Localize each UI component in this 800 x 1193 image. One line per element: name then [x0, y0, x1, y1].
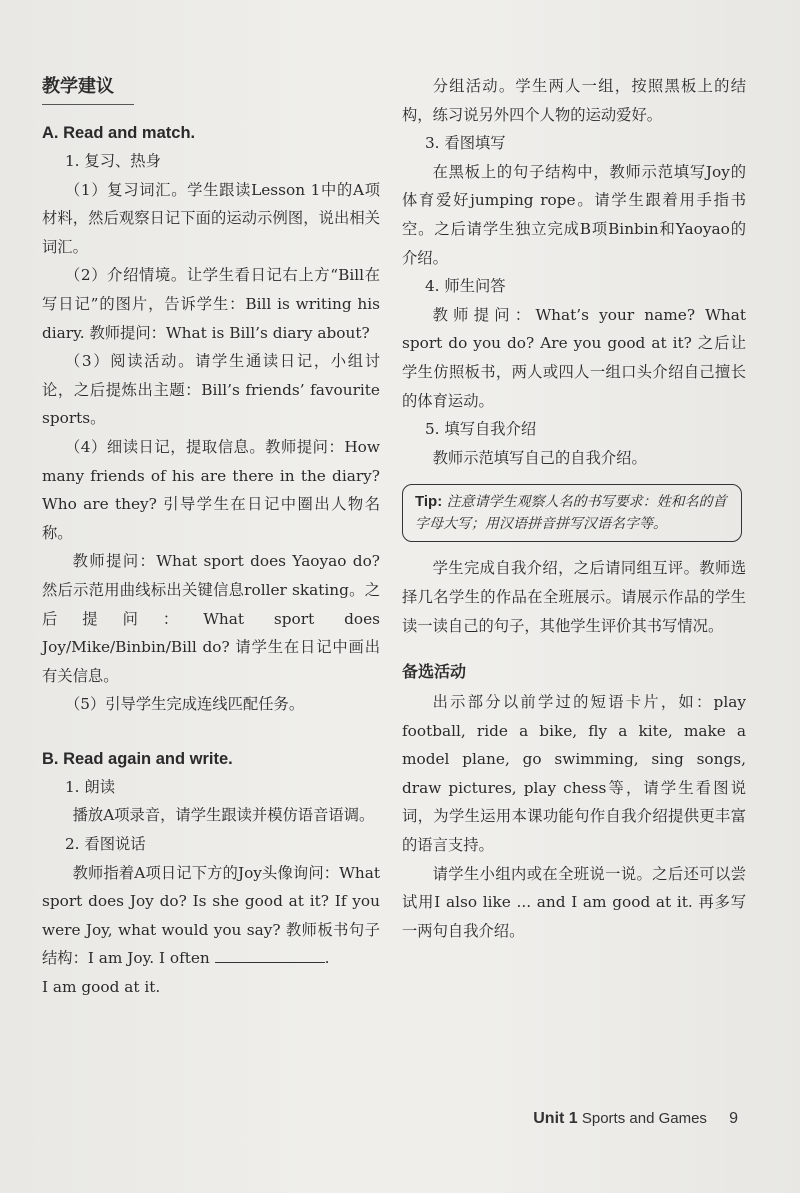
a-step-1: 1. 复习、热身: [64, 152, 161, 170]
a-paragraph-3: （3）阅读活动。请学生通读日记，小组讨论，之后提炼出主题：Bill’s friends’ favourite sports。: [42, 352, 380, 428]
b-paragraph-3: I am good at it.: [42, 978, 161, 997]
r-paragraph-2: 在黑板上的句子结构中，教师示范填写Joy的体育爱好jumping rope。请学生跟着用手指书空。之后请学生独立完成B项Binbin和Yaoyao的介绍。: [402, 162, 746, 267]
section-title: 教学建议: [42, 72, 134, 105]
b-step-1: 1. 朗读: [64, 777, 115, 796]
tip-box: [402, 484, 742, 542]
left-column: [42, 72, 380, 1002]
r-step-3: 3. 看图填写: [424, 134, 506, 153]
r-paragraph-5: 学生完成自我介绍，之后请同组互评。教师选择几名学生的作品在全班展示。请展示作品的学生读一读自己的句子，其他学生评价其书写情况。: [402, 559, 746, 635]
r-step-5: 5. 填写自我介绍: [424, 420, 537, 439]
b-paragraph-1: 播放A项录音，请学生跟读并模仿语音语调。: [72, 806, 375, 825]
r-step-4: 4. 师生问答: [424, 277, 506, 296]
tip-text: 注意请学生观察人名的书写要求：姓和名的首字母大写；用汉语拼音拼写汉语名字等。: [415, 494, 727, 533]
r-paragraph-3: 教师提问：What’s your name? What sport do you do? Are you good at it? 之后让学生仿照板书，两人或四人一组口头介绍自己擅长的体育运动。: [402, 305, 746, 410]
page-number: 9: [729, 1110, 738, 1127]
right-column: [402, 72, 746, 945]
b-paragraph-2-end: .: [324, 949, 330, 968]
r-paragraph-1: 分组活动。学生两人一组，按照黑板上的结构，练习说另外四个人物的运动爱好。: [402, 77, 746, 124]
a-paragraph-4: （4）细读日记，提取信息。教师提问：How many friends of his are there in the diary? Who are they? 引导学生在日记中圈出人物名称。: [42, 437, 380, 542]
b-step-2: 2. 看图说话: [64, 835, 146, 854]
section-a-heading: A. Read and match.: [42, 124, 196, 142]
section-b-heading: B. Read again and write.: [42, 749, 233, 768]
r-paragraph-4: 教师示范填写自己的自我介绍。: [432, 448, 647, 467]
footer-title: Sports and Games: [581, 1110, 707, 1127]
a-paragraph-6: （5）引导学生完成连线匹配任务。: [64, 695, 305, 714]
r-paragraph-7: 请学生小组内或在全班说一说。之后还可以尝试用I also like ... and I am good at it. 再多写一两句自我介绍。: [402, 864, 746, 940]
b-paragraph-2: [42, 859, 380, 973]
r-paragraph-6: 出示部分以前学过的短语卡片，如：play football, ride a bike, fly a kite, make a model plane, go swimming, sing songs, draw pictures, play chess等，请学生看图说词，为学生运用本课功能句作自我介绍提供更丰富的语言支持。: [402, 693, 746, 855]
footer-unit: Unit 1: [533, 1110, 578, 1127]
a-paragraph-5: 教师提问：What sport does Yaoyao do? 然后示范用曲线标出关键信息roller skating。之后提问：What sport does Joy/Mike/Binbin/Bill do? 请学生在日记中画出有关信息。: [42, 552, 380, 685]
page-footer: [533, 1110, 738, 1128]
extra-activity-title: 备选活动: [402, 662, 467, 682]
b-paragraph-2-text: 教师指着A项日记下方的Joy头像询问：What sport does Joy do? Is she good at it? If you were Joy, what would you say? 教师板书句子结构：I am Joy. I often: [42, 863, 380, 968]
a-paragraph-1: （1）复习词汇。学生跟读Lesson 1中的A项材料，然后观察日记下面的运动示例图，说出相关词汇。: [42, 180, 380, 256]
tip-label: Tip:: [415, 493, 443, 511]
fill-in-blank: [215, 948, 325, 963]
a-paragraph-2: （2）介绍情境。让学生看日记右上方“Bill在写日记”的图片，告诉学生：Bill is writing his diary. 教师提问：What is Bill’s diary about?: [42, 266, 380, 342]
